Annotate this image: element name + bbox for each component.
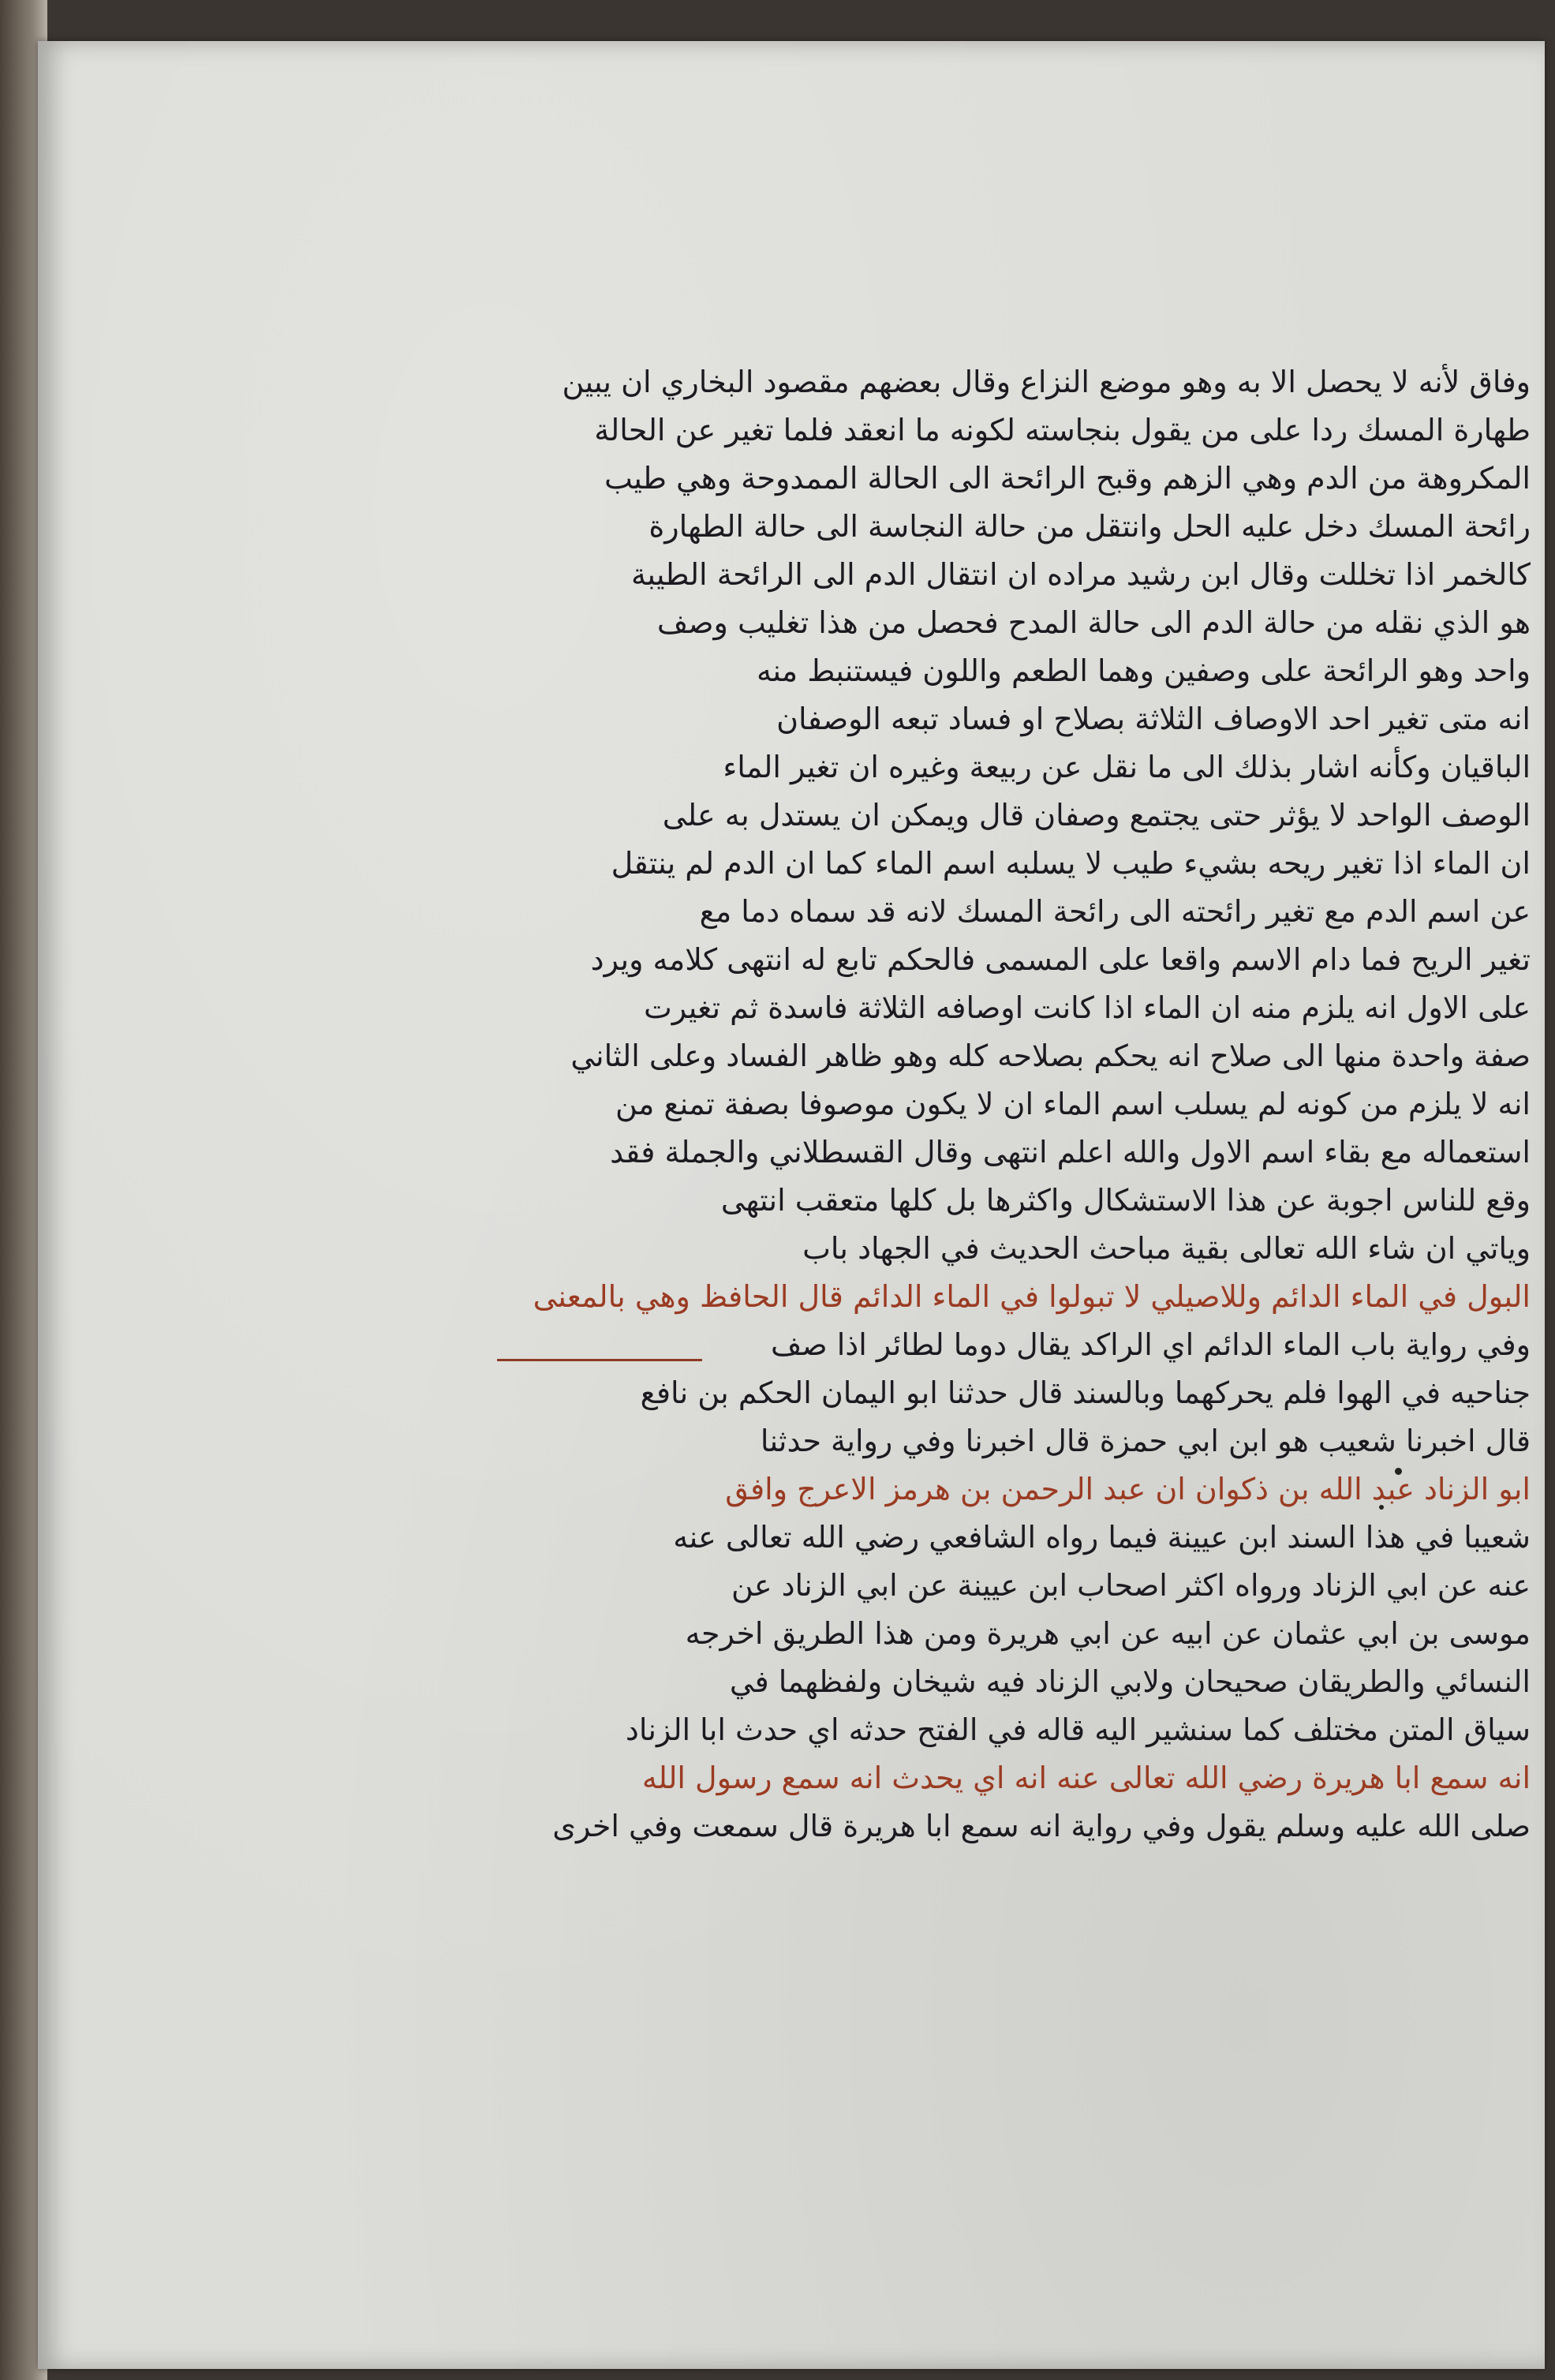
text-line: عن اسم الدم مع تغير رائحته الى رائحة المسك لانه قد سماه دما مع [699,894,1531,929]
text-line: المكروهة من الدم وهي الزهم وقبح الرائحة الى الحالة الممدوحة وهي طيب [604,461,1531,496]
text-line: على الاول انه يلزم منه ان الماء اذا كانت اوصافه الثلاثة فاسدة ثم تغيرت [643,990,1531,1025]
text-line: موسى بن ابي عثمان عن ابيه عن ابي هريرة ومن هذا الطريق اخرجه [685,1616,1531,1651]
text-line: انه لا يلزم من كونه لم يسلب اسم الماء ان لا يكون موصوفا بصفة تمنع من [615,1087,1531,1121]
text-line: رائحة المسك دخل عليه الحل وانتقل من حالة النجاسة الى حالة الطهارة [649,509,1531,544]
text-line: النسائي والطريقان صحيحان ولابي الزناد فيه شيخان ولفظهما في [729,1664,1531,1699]
isnad-line: ابو الزناد عبد الله بن ذكوان ان عبد الرحمن بن هرمز الاعرج وافق [725,1472,1531,1506]
text-line: صلى الله عليه وسلم يقول وفي رواية انه سمع ابا هريرة قال سمعت وفي اخرى [552,1809,1531,1843]
matn-line: انه سمع ابا هريرة رضي الله تعالى عنه انه اي يحدث انه سمع رسول الله [641,1761,1531,1795]
text-line: انه متى تغير احد الاوصاف الثلاثة بصلاح او فساد تبعه الوصفان [776,702,1531,736]
text-line: ان الماء اذا تغير ريحه بشيء طيب لا يسلبه اسم الماء كما ان الدم لم ينتقل [611,846,1531,881]
text-line: جناحيه في الهوا فلم يحركهما وبالسند قال حدثنا ابو اليمان الحكم بن نافع [640,1375,1531,1410]
text-line: وقع للناس اجوبة عن هذا الاستشكال واكثرها بل كلها متعقب انتهى [720,1183,1531,1218]
heading-overline [497,1359,702,1361]
text-line: قال اخبرنا شعيب هو ابن ابي حمزة قال اخبرنا وفي رواية حدثنا [760,1424,1531,1458]
text-line: كالخمر اذا تخللت وقال ابن رشيد مراده ان انتقال الدم الى الرائحة الطيبة [631,557,1531,592]
manuscript-text-block [442,314,1531,2050]
text-line: استعماله مع بقاء اسم الاول والله اعلم انتهى وقال القسطلاني والجملة فقد [610,1135,1531,1169]
text-line: صفة واحدة منها الى صلاح انه يحكم بصلاحه كله وهو ظاهر الفساد وعلى الثاني [570,1038,1531,1073]
text-line: سياق المتن مختلف كما سنشير اليه قاله في الفتح حدثه اي حدث ابا الزناد [625,1712,1531,1747]
text-line: تغير الريح فما دام الاسم واقعا على المسمى فالحكم تابع له انتهى كلامه ويرد [590,942,1531,977]
text-line: واحد وهو الرائحة على وصفين وهما الطعم واللون فيستنبط منه [756,653,1531,688]
text-line: وياتي ان شاء الله تعالى بقية مباحث الحديث في الجهاد باب [802,1231,1531,1266]
chapter-heading-line: البول في الماء الدائم وللاصيلي لا تبولوا في الماء الدائم قال الحافظ وهي بالمعنى [533,1279,1531,1314]
text-line: هو الذي نقله من حالة الدم الى حالة المدح فحصل من هذا تغليب وصف [656,605,1531,640]
text-line: طهارة المسك ردا على من يقول بنجاسته لكونه ما انعقد فلما تغير عن الحالة [594,413,1531,447]
text-line: عنه عن ابي الزناد ورواه اكثر اصحاب ابن عيينة عن ابي الزناد عن [731,1568,1531,1603]
text-line: الباقيان وكأنه اشار بذلك الى ما نقل عن ربيعة وغيره ان تغير الماء [723,750,1531,784]
text-line: وفاق لأنه لا يحصل الا به وهو موضع النزاع وقال بعضهم مقصود البخاري ان يبين [562,365,1531,399]
text-line: الوصف الواحد لا يؤثر حتى يجتمع وصفان قال ويمكن ان يستدل به على [662,798,1531,833]
text-line: وفي رواية باب الماء الدائم اي الراكد يقال دوما لطائر اذا صف [771,1327,1531,1362]
text-line: شعيبا في هذا السند ابن عيينة فيما رواه الشافعي رضي الله تعالى عنه [673,1520,1531,1555]
